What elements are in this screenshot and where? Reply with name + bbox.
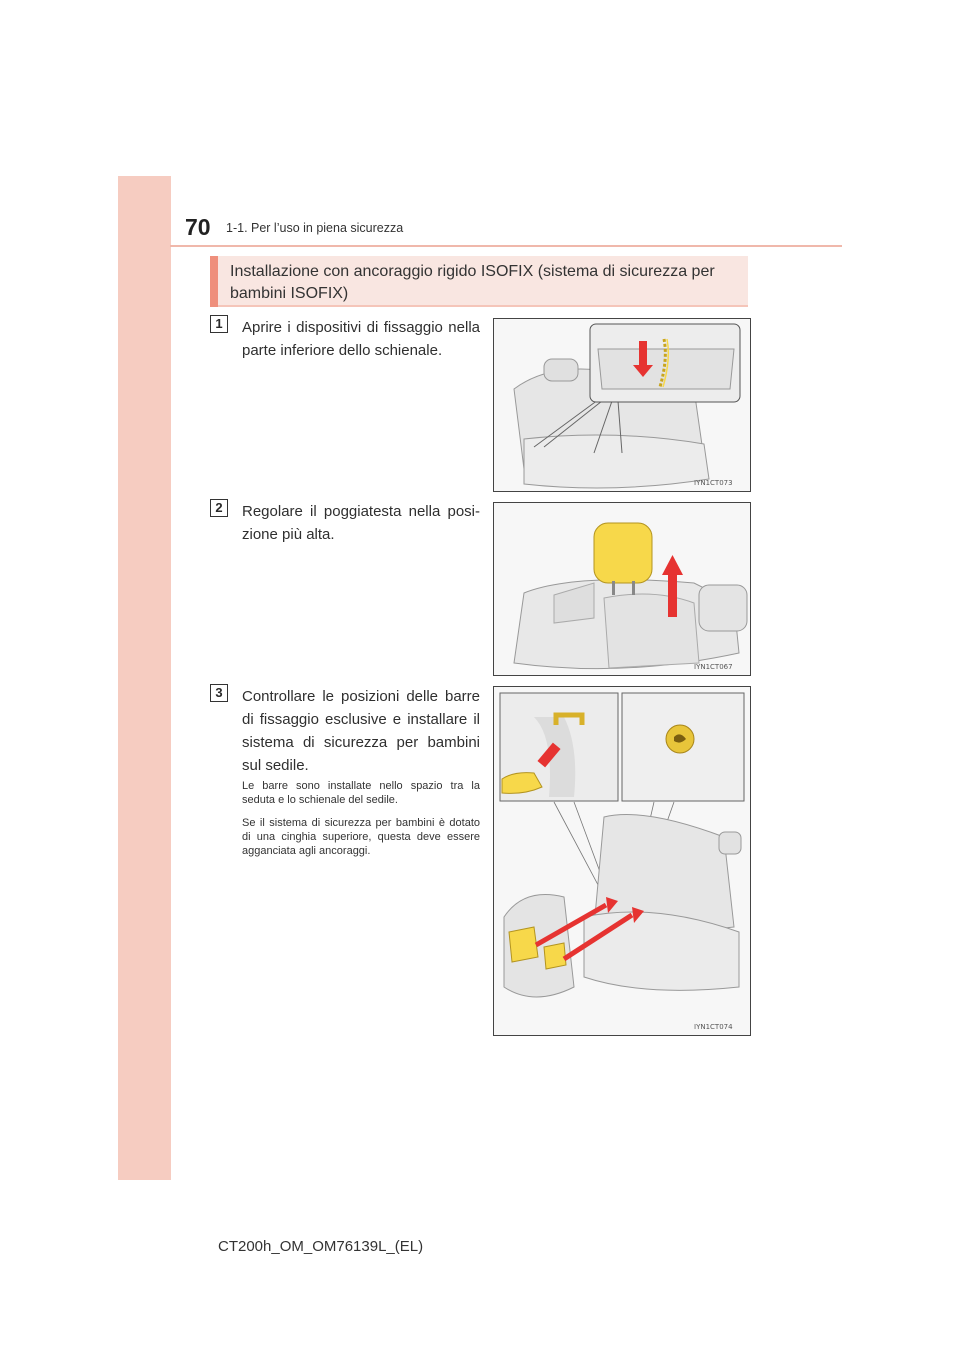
page-number: 70 bbox=[185, 214, 211, 240]
figure-code-3: IYN1CT074 bbox=[694, 1023, 733, 1031]
section-heading bbox=[210, 256, 748, 307]
step-text-1: Aprire i dispositivi di fissaggio nella parte inferiore dello schienale. bbox=[242, 319, 480, 359]
header-rule bbox=[170, 245, 842, 247]
step-number-1: 1 bbox=[210, 315, 228, 333]
figure-step-1 bbox=[493, 318, 751, 492]
step-text-2: Regolare il poggiatesta nella posi-zione più alta. bbox=[242, 503, 480, 543]
section-title: 1-1. Per l’uso in piena sicurezza bbox=[226, 221, 404, 235]
step-text-3: Controllare le posizioni delle barre di fissaggio esclusive e installare il sistema di sicurezza per bambini sul sedile. bbox=[242, 688, 480, 774]
figure-step-3 bbox=[493, 686, 751, 1036]
section-heading-text: Installazione con ancoraggio rigido ISOFIX (sistema di sicurezza per bambini ISOFIX) bbox=[230, 263, 715, 302]
heading-underline bbox=[218, 305, 748, 307]
note-1: Le barre sono installate nello spazio tra la seduta e lo schienale del sedile. bbox=[242, 780, 480, 806]
note-2: Se il sistema di sicurezza per bambini è dotato di una cinghia superiore, questa deve essere agganciata agli ancoraggi. bbox=[242, 817, 480, 857]
figure-step-2 bbox=[493, 502, 751, 676]
step-number-3: 3 bbox=[210, 684, 228, 702]
side-band bbox=[118, 176, 171, 1180]
figure-code-2: IYN1CT067 bbox=[694, 663, 733, 671]
figure-code-1: IYN1CT073 bbox=[694, 479, 733, 487]
document-code: CT200h_OM_OM76139L_(EL) bbox=[218, 1238, 424, 1255]
step-number-2: 2 bbox=[210, 499, 228, 517]
